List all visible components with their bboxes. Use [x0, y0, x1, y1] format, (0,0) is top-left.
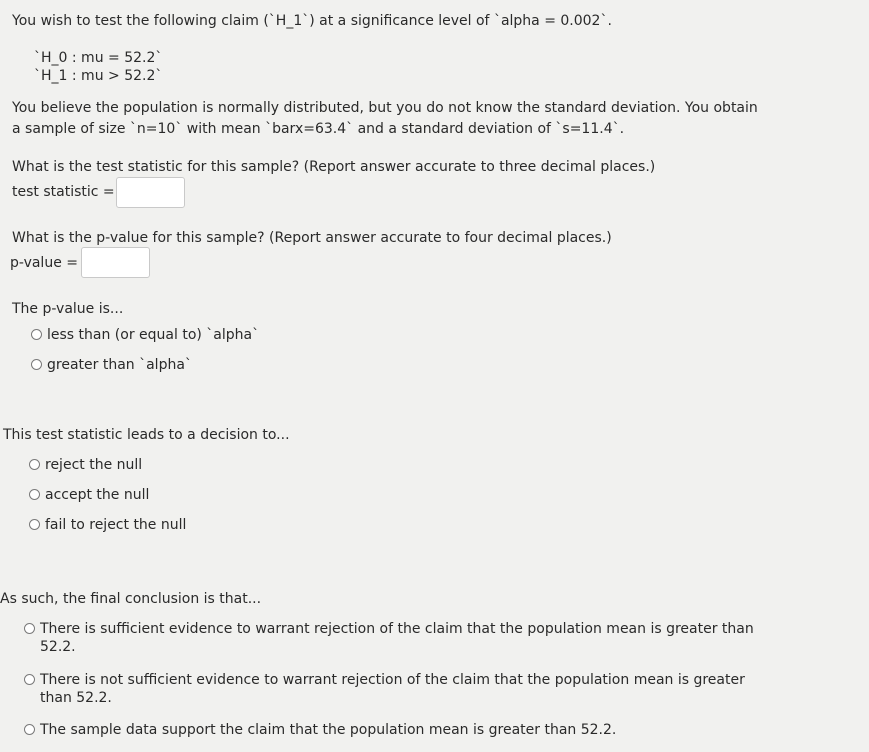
- conclusion-option-sufficient[interactable]: [24, 620, 764, 656]
- option-label: There is not sufficient evidence to warrant rejection of the claim that the population mean is greater than 52.2.: [40, 672, 745, 706]
- option-label: There is sufficient evidence to warrant rejection of the claim that the population mean is greater than 52.2.: [40, 621, 754, 655]
- radio-button[interactable]: [29, 489, 40, 500]
- option-label: reject the null: [45, 457, 143, 473]
- pvalue-question: What is the p-value for this sample? (Report answer accurate to four decimal places.): [12, 230, 612, 246]
- option-label: The sample data support the claim that the population mean is greater than 52.2.: [40, 722, 617, 738]
- alternative-hypothesis: `H_1 : mu > 52.2`: [34, 68, 163, 84]
- pvalue-label: p-value =: [10, 255, 78, 271]
- conclusion-question: As such, the final conclusion is that...: [0, 591, 262, 607]
- radio-button[interactable]: [24, 724, 35, 735]
- radio-button[interactable]: [31, 359, 42, 370]
- decision-option-fail-to-reject[interactable]: [29, 516, 186, 534]
- test-statistic-question: What is the test statistic for this sample? (Report answer accurate to three decimal places.): [12, 159, 656, 175]
- option-label: accept the null: [45, 487, 150, 503]
- radio-button[interactable]: [24, 623, 35, 634]
- radio-button[interactable]: [29, 519, 40, 530]
- test-statistic-label: test statistic =: [12, 184, 115, 200]
- context-line-1: You believe the population is normally distributed, but you do not know the standard deviation. You obtain: [12, 100, 758, 116]
- test-statistic-input[interactable]: [116, 177, 185, 208]
- conclusion-option-support[interactable]: [24, 721, 824, 739]
- option-label: greater than `alpha`: [47, 357, 192, 373]
- pvalue-option-less-equal[interactable]: [31, 326, 259, 344]
- decision-option-reject[interactable]: [29, 456, 142, 474]
- pvalue-compare-question: The p-value is...: [12, 301, 124, 317]
- pvalue-option-greater[interactable]: [31, 356, 192, 374]
- decision-question: This test statistic leads to a decision to...: [3, 427, 290, 443]
- decision-option-accept[interactable]: [29, 486, 149, 504]
- option-label: fail to reject the null: [45, 517, 187, 533]
- radio-button[interactable]: [24, 674, 35, 685]
- intro-text: You wish to test the following claim (`H_1`) at a significance level of `alpha = 0.002`.: [12, 13, 612, 29]
- radio-button[interactable]: [31, 329, 42, 340]
- radio-button[interactable]: [29, 459, 40, 470]
- context-line-2: a sample of size `n=10` with mean `barx=63.4` and a standard deviation of `s=11.4`.: [12, 121, 625, 137]
- option-label: less than (or equal to) `alpha`: [47, 327, 260, 343]
- conclusion-option-not-sufficient[interactable]: [24, 671, 754, 707]
- pvalue-input[interactable]: [81, 247, 150, 278]
- null-hypothesis: `H_0 : mu = 52.2`: [34, 50, 163, 66]
